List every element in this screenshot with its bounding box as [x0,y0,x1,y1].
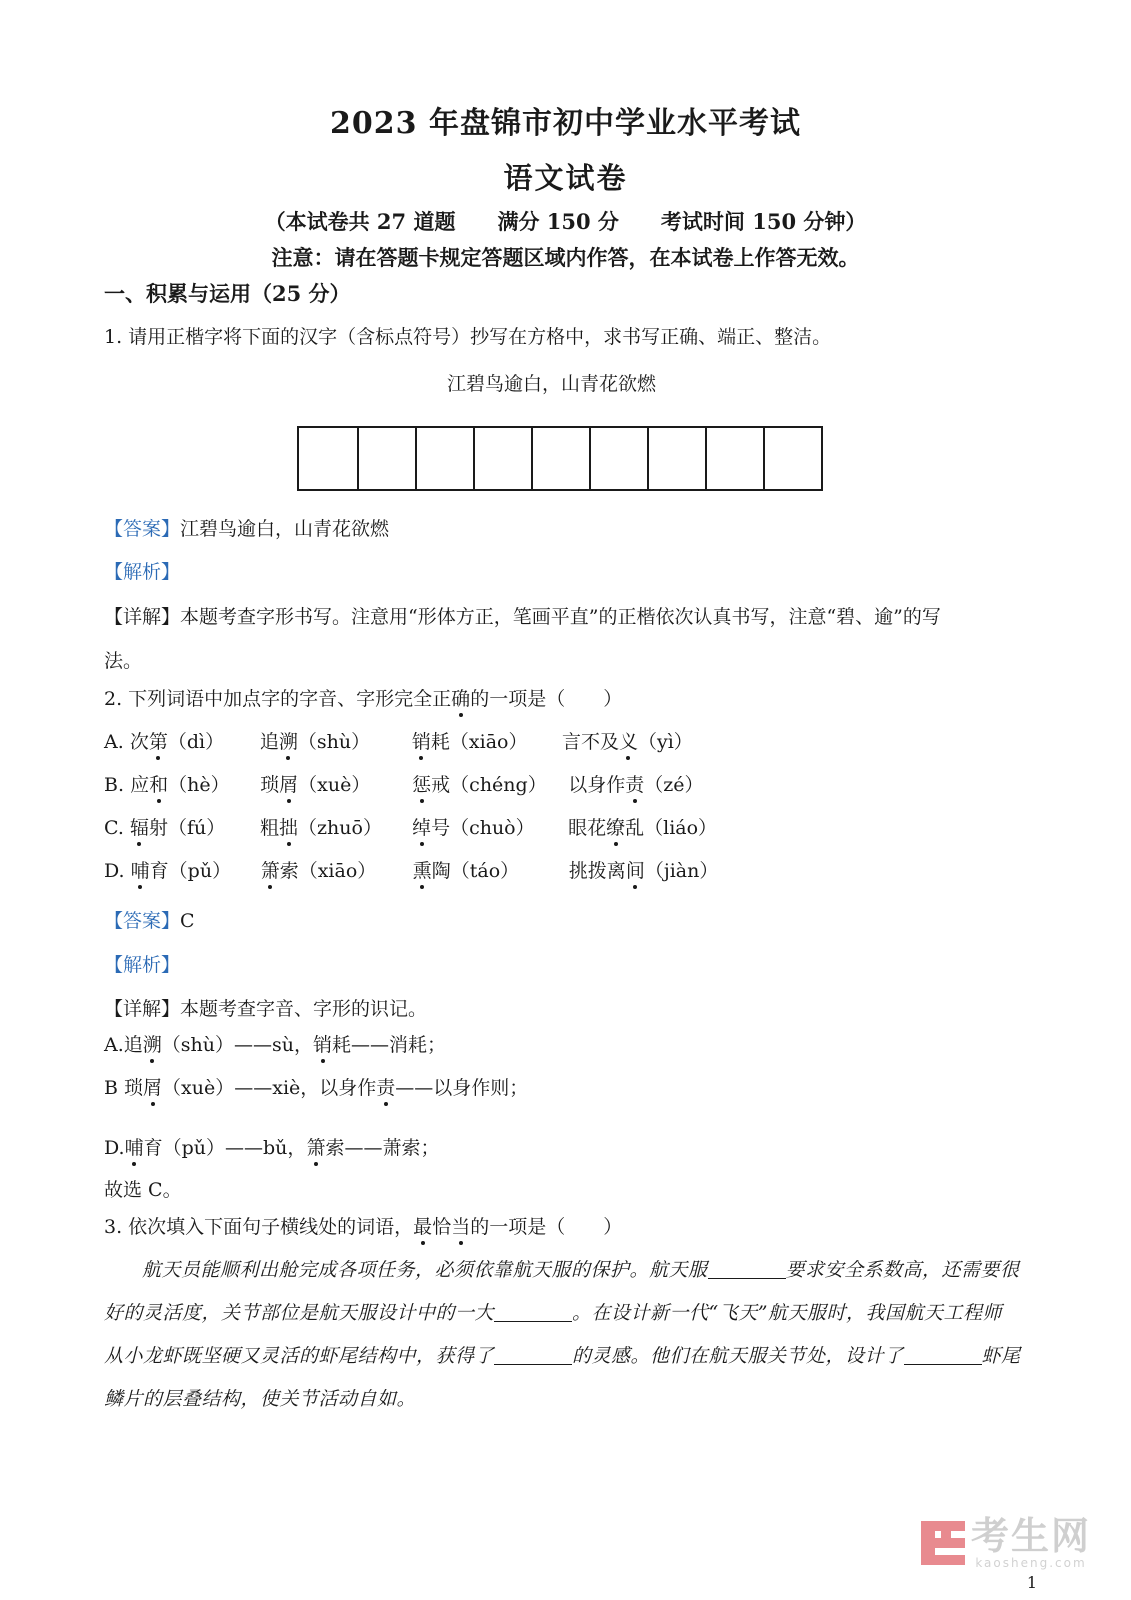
q2-fix-b: B 琐屑（xuè）——xiè，以身作责——以身作则； [104,1077,529,1099]
q3-passage [104,1249,1034,1421]
grid-cell [705,428,763,489]
option-word: 哺育（pǔ） [130,860,232,882]
q2-fix-a: A.追溯（shù）——sù，销耗——消耗； [104,1034,447,1056]
q1-detail-cont: 法。 [104,650,143,672]
detail-tag: 【详解】 [104,998,181,1020]
grid-cell [473,428,531,489]
option-word: 熏陶（táo） [412,860,520,882]
q1-stem: 1. 请用正楷字将下面的汉字（含标点符号）抄写在方格中，求书写正确、端正、整洁。 [104,326,832,348]
grid-cell [589,428,647,489]
passage-line: 从小龙虾既坚硬又灵活的虾尾结构中，获得了 的灵感。他们在航天服关节处，设计了 虾尾 [104,1345,1021,1367]
q1-answer [104,514,389,541]
page-number: 1 [1026,1573,1037,1592]
option-word: 眼花缭乱（liáo） [568,817,718,839]
option-label: C. [104,817,124,839]
q2-stem [104,684,622,711]
q3-stem: 3. 依次填入下面句子横线处的词语，最恰当的一项是（ ） [104,1216,623,1238]
watermark-main: 考生网 [970,1514,1091,1558]
exam-subtitle: 语文试卷 [503,161,628,195]
answer-text: 江碧鸟逾白，山青花欲燃 [180,518,390,540]
option-word: 辐射（fú） [129,817,226,839]
option-label: B. [104,774,125,796]
q2-fix-d: D.哺育（pǔ）——bǔ，箫索——萧索； [104,1137,440,1159]
option-word: 琐屑（xuè） [260,774,371,796]
grid-cell [763,428,821,489]
q1-detail [104,602,941,629]
option-word: 挑拨离间（jiàn） [568,860,719,882]
watermark-sub: kaosheng.com [975,1556,1087,1570]
q2-detail [104,994,427,1021]
watermark-text [971,1516,1091,1570]
fill-blank[interactable] [494,1302,572,1322]
option-word: 应和（hè） [130,774,230,796]
grid-cell [415,428,473,489]
option-label: A. [104,731,124,753]
exam-meta: （本试卷共 27 道题 满分 150 分 考试时间 150 分钟） [264,209,867,234]
option-word: 绰号（chuò） [412,817,535,839]
passage-line: 航天员能顺利出舱完成各项任务，必须依靠航天服的保护。航天服 要求安全系数高，还需要很 [142,1259,1020,1281]
option-label: D. [104,860,125,882]
option-word: 箫索（xiāo） [260,860,377,882]
stem-text: 2. 下列词语中加点字的字音、字形完全正 [104,688,452,710]
option-word: 次第（dì） [129,731,225,753]
answer-grid [297,426,823,491]
option-word: 追溯（shù） [259,731,371,753]
detail-text: 本题考查字音、字形的识记。 [180,998,428,1020]
grid-cell [357,428,415,489]
q2-option-b [104,770,704,797]
option-word: 言不及义（yì） [561,731,693,753]
q2-conclusion: 故选 C。 [104,1179,182,1201]
exam-title: 2023 年盘锦市初中学业水平考试 [330,106,801,141]
option-word: 粗拙（zhuō） [260,817,382,839]
q2-option-c [104,813,717,840]
answer-tag: 【答案】 [104,518,181,540]
passage-line: 鳞片的层叠结构，使关节活动自如。 [104,1388,417,1410]
q1-analysis-tag: 【解析】 [104,561,181,583]
grid-cell [647,428,705,489]
grid-cell [531,428,589,489]
dotted-char: 确 [451,688,471,710]
detail-tag: 【详解】 [104,606,181,628]
detail-text: 本题考查字形书写。注意用“形体方正，笔画平直”的正楷依次认真书写，注意“碧、逾”的写 [180,606,941,628]
watermark-logo-icon [921,1521,965,1565]
q1-poem: 江碧鸟逾白，山青花欲燃 [447,373,657,395]
q2-option-a [104,727,693,754]
fill-blank[interactable] [494,1345,572,1365]
option-word: 以身作责（zé） [568,774,704,796]
section-1-title: 一、积累与运用（25 分） [104,281,351,306]
fill-blank[interactable] [904,1345,982,1365]
watermark [921,1516,1091,1570]
fill-blank[interactable] [708,1259,786,1279]
answer-text: C [180,910,195,932]
q2-analysis-tag: 【解析】 [104,954,181,976]
option-word: 惩戒（chéng） [412,774,547,796]
answer-tag: 【答案】 [104,910,181,932]
q2-answer [104,906,195,933]
exam-notice: 注意：请在答题卡规定答题区域内作答，在本试卷上作答无效。 [271,245,860,270]
grid-cell [299,428,357,489]
passage-line: 好的灵活度，关节部位是航天服设计中的一大 。在设计新一代“飞天”航天服时，我国航天工程师 [104,1302,1002,1324]
stem-text: 的一项是（ ） [470,688,623,710]
q2-option-d [104,856,718,883]
option-word: 销耗（xiāo） [411,731,528,753]
